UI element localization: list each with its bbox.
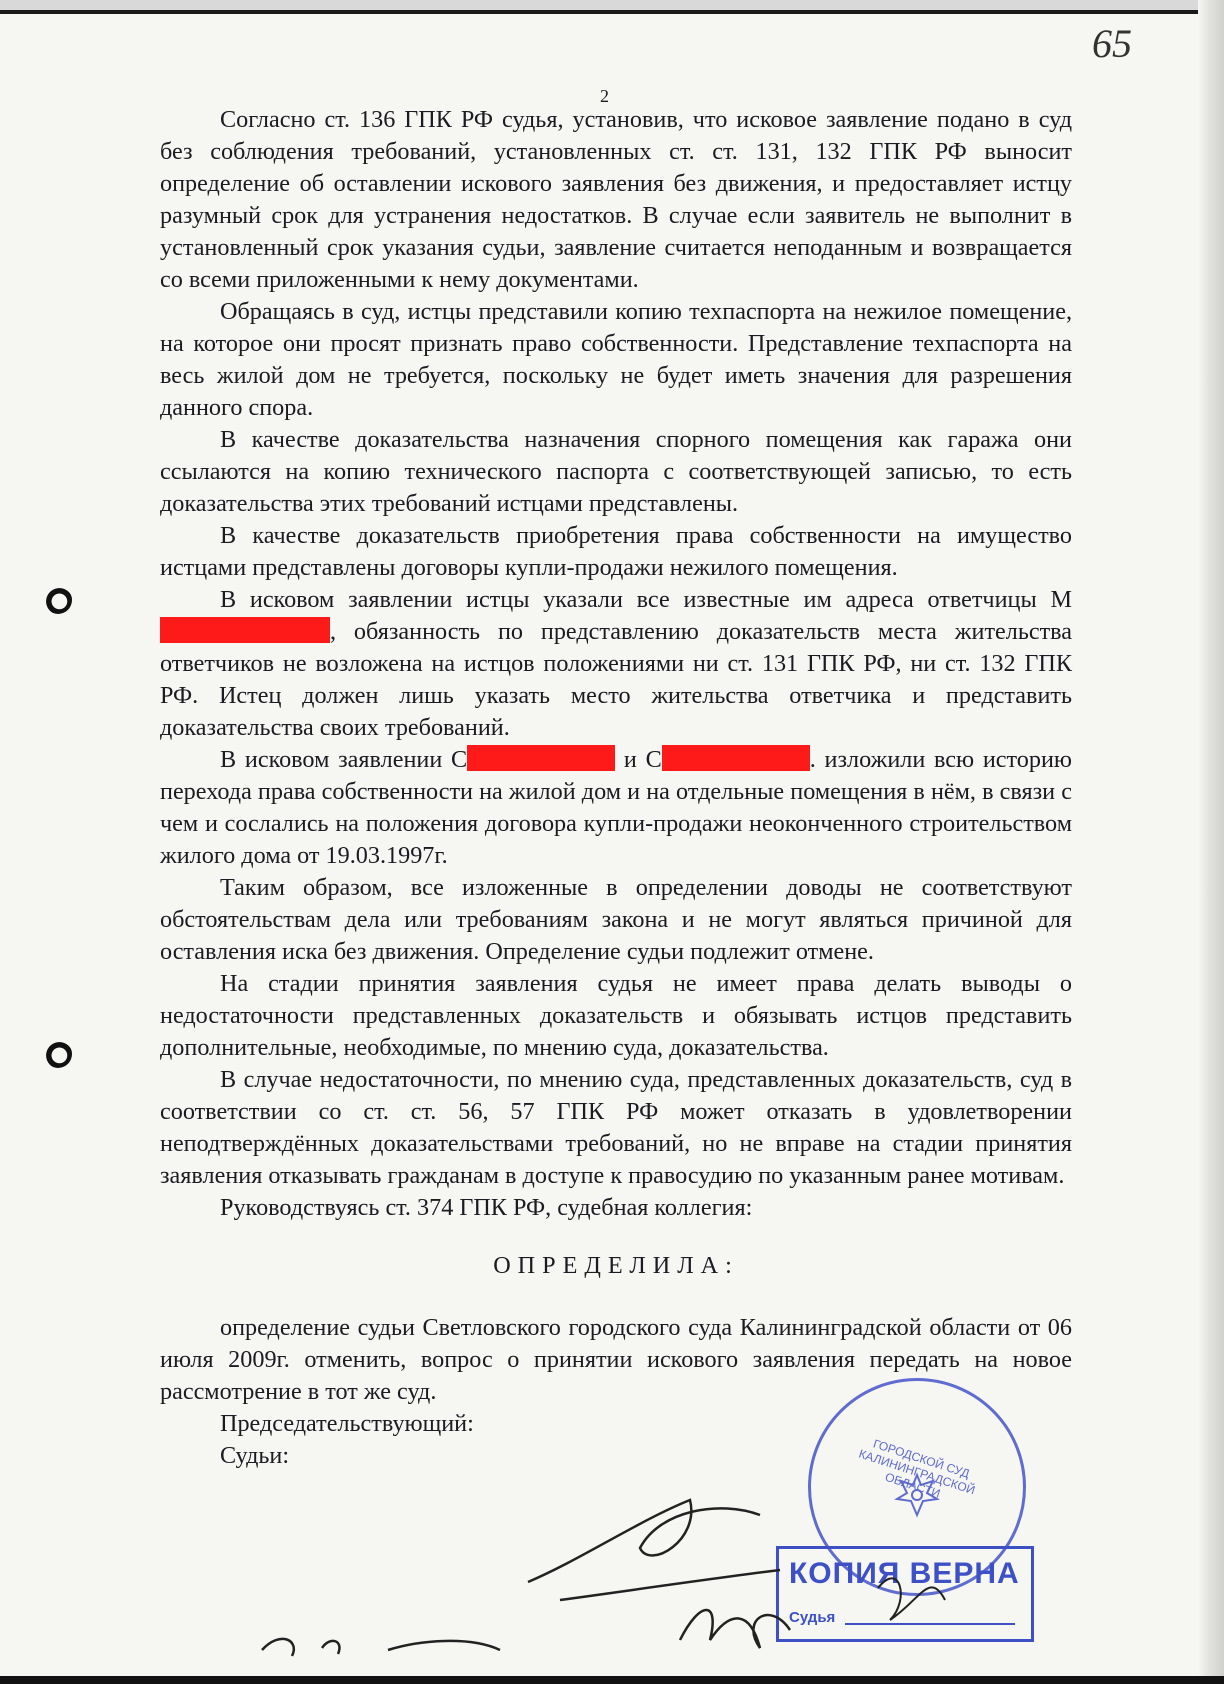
judge-signature-left — [262, 1639, 500, 1656]
folio-mark: 65 — [1092, 21, 1132, 66]
text-fragment: В исковом заявлении истцы указали все известные им адреса ответчицы М — [220, 586, 1072, 613]
text-fragment: В исковом заявлении С — [220, 746, 468, 773]
paragraph: В качестве доказательства назначения спорного помещения как гаража они ссылаются на копию технического паспорта с соответствующей записью, то есть доказательства этих требований истцами представлены. — [160, 426, 1072, 517]
paragraph: Таким образом, все изложенные в определении доводы не соответствуют обстоятельствам дела или требованиям закона и не могут являться причиной для оставления иска без движения. Определение судьи подлежит отмене. — [160, 874, 1072, 965]
scan-right-edge — [1198, 0, 1224, 1684]
scan-bottom-edge — [0, 1676, 1224, 1684]
ruling-heading: ОПРЕДЕЛИЛА: — [493, 1252, 739, 1279]
certified-copy-stamp — [776, 1546, 1034, 1642]
redaction-bar — [160, 617, 330, 643]
ruling-paragraph: определение судьи Светловского городского суда Калининградской области от 06 июля 2009г. отменить, вопрос о принятии искового заявления передать на новое рассмотрение в тот же суд. — [160, 1314, 1072, 1405]
document-body — [160, 104, 1072, 1472]
court-seal-text: ГОРОДСКОЙ СУД КАЛИНИНГРАДСКОЙ ОБЛАСТИ — [857, 1436, 977, 1501]
punch-hole-top — [44, 586, 72, 614]
paragraph-with-redaction — [160, 744, 1072, 872]
judges-label: Судьи: — [220, 1442, 290, 1469]
paragraph: Обращаясь в суд, истцы представили копию техпаспорта на нежилое помещение, на которое они просят признать право собственности. Представление техпаспорта на весь жилой дом не требуется, поскольку не будет иметь значения для разрешения данного спора. — [160, 298, 1072, 421]
text-fragment: и С — [615, 746, 662, 773]
certified-copy-role: Судья — [789, 1609, 836, 1626]
certified-copy-signature-line — [845, 1623, 1015, 1625]
presiding-label: Председательствующий: — [220, 1410, 474, 1437]
judge-signature-right — [680, 1610, 790, 1648]
scan-top-edge — [0, 0, 1224, 14]
redaction-bar — [662, 745, 810, 771]
punch-hole-bottom — [44, 1040, 72, 1068]
text-fragment: . изложили всю историю перехода права собственности на жилой дом и на отдельные помещения в нём, в связи с чем и сослались на положения договора купли-продажи неоконченного строительством жилого дома от 19.03.1997г. — [160, 746, 1072, 869]
certified-copy-title: КОПИЯ ВЕРНА — [789, 1557, 1020, 1590]
page-number: 2 — [600, 86, 609, 106]
paragraph: В качестве доказательств приобретения права собственности на имущество истцами представлены договоры купли-продажи нежилого помещения. — [160, 522, 1072, 581]
paragraph: Согласно ст. 136 ГПК РФ судья, установив, что исковое заявление подано в суд без соблюдения требований, установленных ст. ст. 131, 132 ГПК РФ выносит определение об оставлении искового заявления без движения, и предоставляет истцу разумный срок для устранения недостатков. В случае если заявитель не выполнит в установленный срок указания судьи, заявление считается неподанным и возвращается со всеми приложенными к нему документами. — [160, 106, 1072, 293]
paragraph: Руководствуясь ст. 374 ГПК РФ, судебная коллегия: — [220, 1194, 753, 1221]
redaction-bar — [467, 745, 615, 771]
paragraph: В случае недостаточности, по мнению суда, представленных доказательств, суд в соответствии со ст. ст. 56, 57 ГПК РФ может отказать в удовлетворении неподтверждённых доказательствами требований, но не вправе на стадии принятия заявления отказывать гражданам в доступе к правосудию по указанным ранее мотивам. — [160, 1066, 1072, 1189]
text-fragment: , обязанность по представлению доказательств места жительства ответчиков не возложена на истцов положениями ни ст. 131 ГПК РФ, ни ст. 132 ГПК РФ. Истец должен лишь указать место жительства ответчика и представить доказательства своих требований. — [160, 618, 1072, 741]
presiding-signature — [528, 1500, 780, 1600]
paragraph: На стадии принятия заявления судья не имеет права делать выводы о недостаточности представленных доказательств и обязывать истцов представить дополнительные, необходимые, по мнению суда, доказательства. — [160, 970, 1072, 1061]
paragraph-with-redaction — [160, 584, 1072, 744]
